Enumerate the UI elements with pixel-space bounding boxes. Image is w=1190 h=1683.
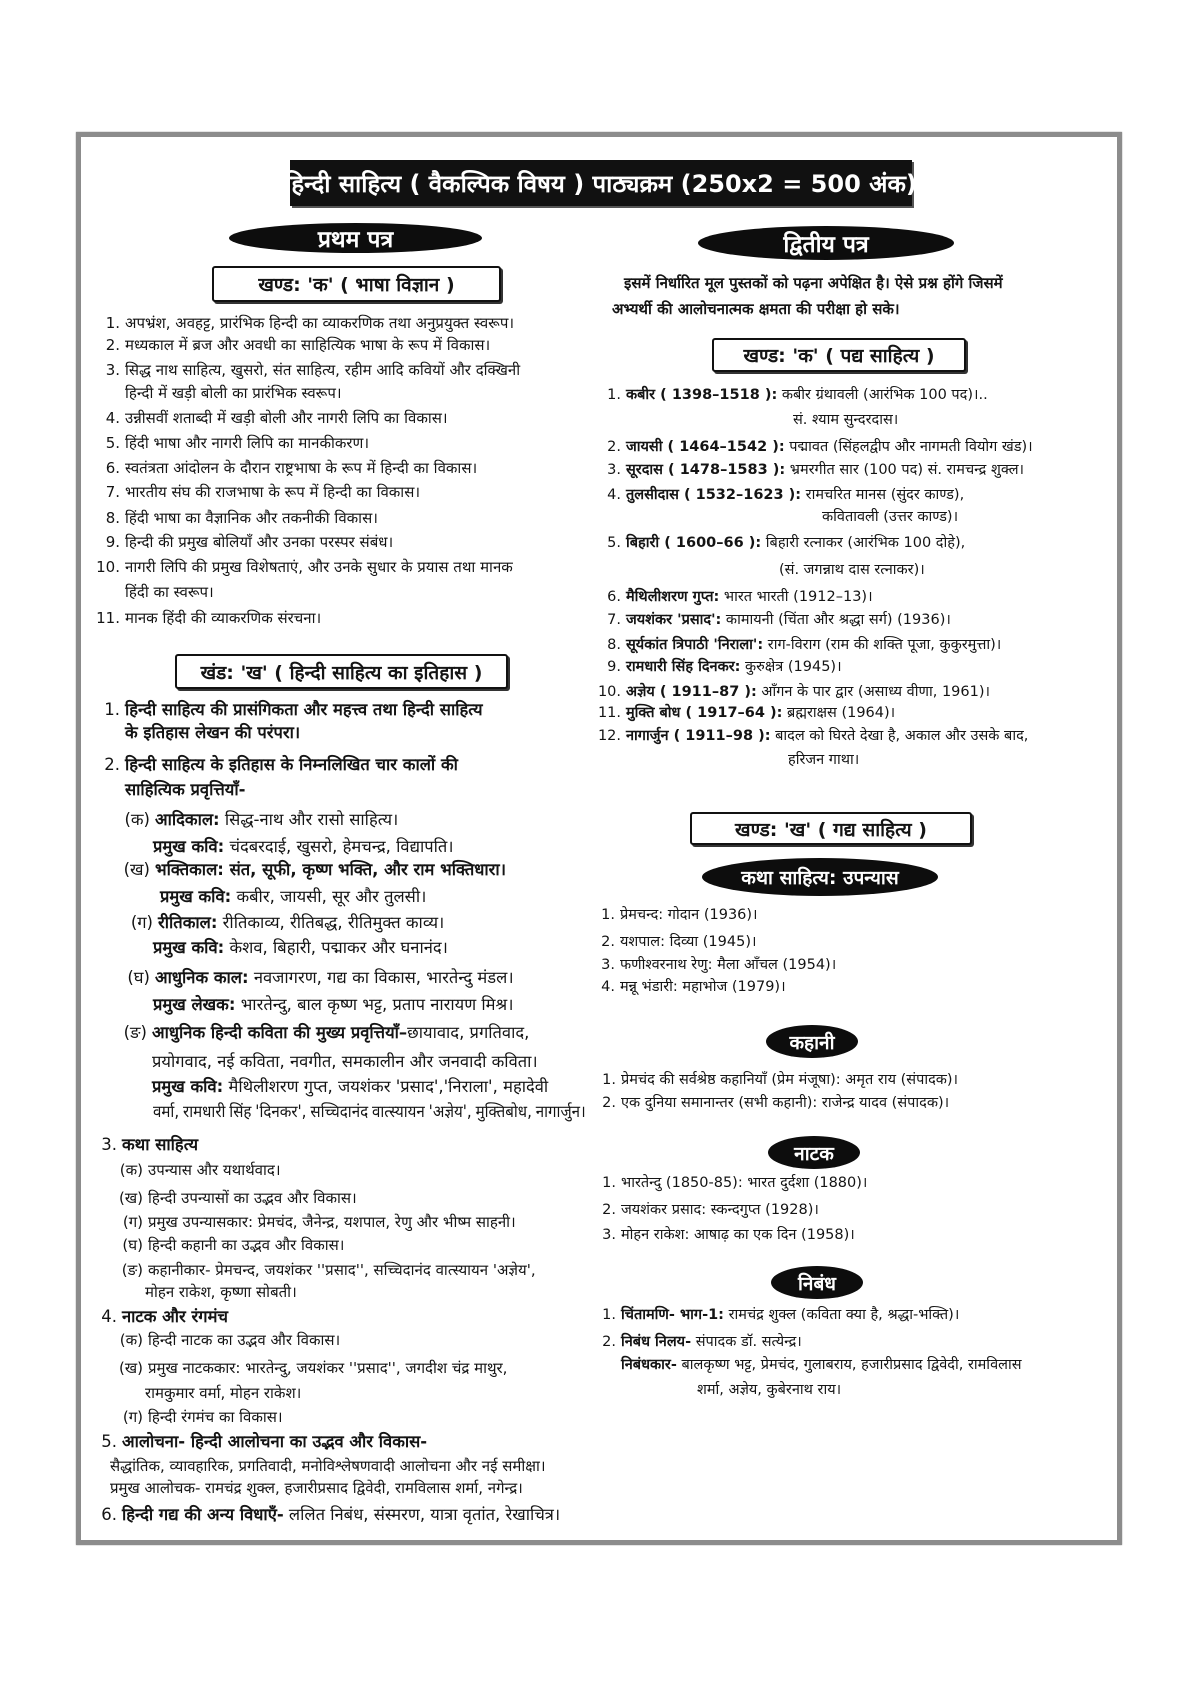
- list-item: [601, 906, 758, 924]
- item-bold-text: नागार्जुन ( 1911–98 ):: [626, 728, 771, 744]
- item-number: 1.: [602, 1307, 616, 1323]
- list-item: [105, 336, 491, 354]
- item-text: प्रयोगवाद, नई कविता, नवगीत, समकालीन और जनवादी कविता।: [152, 1052, 538, 1071]
- item-text: यशपाल: दिव्या (1945)।: [620, 934, 757, 950]
- list-item: [122, 1213, 516, 1231]
- item-number: 6.: [101, 1505, 117, 1524]
- item-text: सैद्धांतिक, व्यावहारिक, प्रगतिवादी, मनोविश्लेषणवादी आलोचना और नई समीक्षा।: [110, 1457, 546, 1475]
- item-text: हिन्दी नाटक का उद्भव और विकास।: [148, 1331, 341, 1349]
- section-b-heading: खंड: 'ख' ( हिन्दी साहित्य का इतिहास ): [175, 654, 508, 689]
- list-item: [597, 704, 896, 722]
- list-item: [601, 978, 786, 996]
- item-text: राग-विराग (राम की शक्ति पूजा, कुकुरमुत्ता)।: [763, 637, 1002, 653]
- item-label: (ख): [119, 1189, 143, 1207]
- item-text: भ्रमरगीत सार (100 पद) सं. रामचन्द्र शुक्ल।: [785, 462, 1025, 478]
- item-number: 2.: [602, 1095, 616, 1111]
- item-text: (सं. जगन्नाथ दास रत्नाकर)।: [779, 562, 925, 578]
- item-bold-text: प्रमुख कवि:: [153, 837, 225, 856]
- section-a-heading: खण्ड: 'क' ( भाषा विज्ञान ): [212, 266, 501, 302]
- item-bold-text: प्रमुख लेखक:: [153, 995, 236, 1014]
- item-number: 6.: [607, 589, 621, 605]
- item-bold-text: साहित्यिक प्रवृत्तियाँ-: [125, 780, 246, 799]
- list-item: [96, 609, 322, 627]
- list-item: [597, 683, 991, 701]
- item-text: हरिजन गाथा।: [788, 752, 860, 768]
- item-text: संपादक डॉ. सत्येन्द्र।: [691, 1334, 802, 1350]
- item-bold-text: सूर्यकांत त्रिपाठी 'निराला':: [626, 637, 764, 653]
- item-number: 8.: [105, 509, 120, 527]
- item-bold-text: प्रमुख कवि:: [152, 1077, 224, 1096]
- paper2-heading: द्वितीय पत्र: [698, 226, 954, 260]
- list-item: [104, 700, 483, 719]
- item-text: नवजागरण, गद्य का विकास, भारतेन्दु मंडल।: [248, 968, 514, 987]
- item-text: एक दुनिया समानान्तर (सभी कहानी): राजेन्द्र यादव (संपादक)।: [621, 1095, 950, 1111]
- item-number: 3.: [607, 462, 621, 478]
- list-item: [793, 411, 898, 429]
- list-item: [105, 459, 478, 477]
- item-bold-text: हिन्दी गद्य की अन्य विधाएँ-: [122, 1505, 284, 1524]
- list-item: [101, 1307, 228, 1326]
- item-text: मानक हिंदी की व्याकरणिक संरचना।: [125, 609, 322, 627]
- item-number: 3.: [602, 1227, 616, 1243]
- item-text: हिन्दी कहानी का उद्भव और विकास।: [148, 1236, 345, 1254]
- item-number: 7.: [105, 483, 120, 501]
- item-number: 12.: [597, 728, 621, 744]
- list-item: [127, 968, 514, 987]
- list-item: [105, 434, 370, 452]
- item-number: 1.: [105, 314, 120, 332]
- item-text: उन्नीसवीं शताब्दी में खड़ी बोली और नागरी लिपि का विकास।: [125, 409, 448, 427]
- item-number: 10.: [96, 558, 120, 576]
- page-title: हिन्दी साहित्य ( वैकल्पिक विषय ) पाठ्यक्रम (250x2 = 500 अंक): [290, 160, 912, 206]
- item-bold-text: प्रमुख कवि:: [160, 887, 232, 906]
- item-text: चंदबरदाई, खुसरो, हेमचन्द्र, विद्यापति।: [224, 837, 454, 856]
- item-number: 9.: [607, 659, 621, 675]
- list-item: [822, 508, 958, 526]
- list-item: [602, 1306, 960, 1324]
- item-number: 9.: [105, 533, 120, 551]
- list-item: [788, 751, 859, 769]
- list-item: [153, 1103, 586, 1121]
- list-item: [101, 1135, 199, 1154]
- list-item: [125, 384, 342, 402]
- item-number: 11.: [96, 609, 120, 627]
- item-bold-text: अज्ञेय ( 1911–87 ):: [626, 684, 757, 700]
- paper2-section-b-heading: खण्ड: 'ख' ( गद्य साहित्य ): [690, 812, 972, 845]
- list-item: [123, 1023, 530, 1042]
- list-item: [602, 1071, 959, 1089]
- item-number: 2.: [607, 439, 621, 455]
- list-item: [145, 1283, 297, 1301]
- item-number: 4.: [101, 1307, 117, 1326]
- item-text: ब्रह्मराक्षस (1964)।: [782, 705, 896, 721]
- list-item: [779, 561, 925, 579]
- item-text: कामायनी (चिंता और श्रद्धा सर्ग) (1936)।: [721, 612, 951, 628]
- item-text: हिंदी का स्वरूप।: [125, 583, 214, 601]
- item-text: बिहारी रत्नाकर (आरंभिक 100 दोहे),: [761, 535, 966, 551]
- item-bold-text: कबीर ( 1398–1518 ):: [626, 387, 778, 403]
- drama-heading: नाटक: [768, 1136, 860, 1169]
- list-item: [125, 724, 300, 742]
- list-item: [105, 409, 448, 427]
- item-number: 2.: [105, 336, 120, 354]
- item-label: (ग): [130, 913, 153, 932]
- item-bold-text: तुलसीदास ( 1532–1623 ):: [626, 487, 802, 503]
- item-number: 3.: [101, 1135, 117, 1154]
- item-text: भारतीय संघ की राजभाषा के रूप में हिन्दी का विकास।: [125, 483, 421, 501]
- list-item: [122, 1408, 283, 1426]
- item-text: मोहन राकेश: आषाढ़ का एक दिन (1958)।: [621, 1227, 855, 1243]
- item-bold-text: मुक्ति बोध ( 1917–64 ):: [626, 705, 783, 721]
- item-text: सिद्ध-नाथ और रासो साहित्य।: [219, 810, 399, 829]
- list-item: [125, 781, 245, 799]
- item-text: अपभ्रंश, अवहट्ट, प्रारंभिक हिन्दी का व्याकरणिक तथा अनुप्रयुक्त स्वरूप।: [125, 314, 515, 332]
- item-text: कुरुक्षेत्र (1945)।: [740, 659, 842, 675]
- list-item: [607, 588, 873, 606]
- item-label: (क): [119, 1331, 143, 1349]
- item-text: हिंदी भाषा का वैज्ञानिक और तकनीकी विकास।: [125, 509, 378, 527]
- list-item: [607, 461, 1025, 479]
- item-number: 5.: [105, 434, 120, 452]
- item-number: 10.: [597, 684, 621, 700]
- item-text: सिद्ध नाथ साहित्य, खुसरो, संत साहित्य, रहीम आदि कवियों और दक्खिनी: [125, 361, 521, 379]
- paper2-section-a-heading: खण्ड: 'क' ( पद्य साहित्य ): [712, 338, 966, 372]
- list-item: [123, 860, 506, 879]
- item-bold-text: निबंध निलय-: [621, 1334, 692, 1350]
- list-item: [601, 956, 837, 974]
- item-number: 7.: [607, 612, 621, 628]
- list-item: [153, 939, 448, 957]
- item-text: रामचंद्र शुक्ल (कविता क्या है, श्रद्धा-भक्ति)।: [723, 1307, 960, 1323]
- list-item: [130, 913, 445, 932]
- list-item: [607, 486, 965, 504]
- list-item: [160, 888, 426, 906]
- item-text: छायावाद, प्रगतिवाद,: [407, 1023, 530, 1042]
- list-item: [602, 1201, 819, 1219]
- item-number: 1.: [104, 700, 120, 719]
- item-number: 4.: [105, 409, 120, 427]
- item-bold-text: आधुनिक काल:: [155, 968, 249, 987]
- essay-heading: निबंध: [771, 1266, 863, 1299]
- item-label: (ख): [123, 860, 150, 879]
- list-item: [125, 583, 214, 601]
- item-number: 2.: [602, 1334, 616, 1350]
- paper2-intro-line: इसमें निर्धारित मूल पुस्तकों को पढ़ना अपेक्षित है। ऐसे प्रश्न होंगे जिसमें: [624, 274, 1003, 292]
- item-text: मैथिलीशरण गुप्त, जयशंकर 'प्रसाद','निराला', महादेवी: [223, 1077, 549, 1096]
- item-number: 4.: [607, 487, 621, 503]
- list-item: [607, 534, 966, 552]
- item-label: (ङ): [123, 1023, 147, 1042]
- list-item: [105, 509, 378, 527]
- list-item: [621, 1356, 1022, 1374]
- item-bold-text: के इतिहास लेखन की परंपरा।: [125, 723, 301, 742]
- item-text: बादल को घिरते देखा है, अकाल और उसके बाद,: [770, 728, 1029, 744]
- item-text: हिन्दी की प्रमुख बोलियाँ और उनका परस्पर संबंध।: [125, 533, 394, 551]
- list-item: [105, 314, 515, 332]
- list-item: [105, 361, 521, 379]
- list-item: [119, 1359, 508, 1377]
- item-text: हिन्दी रंगमंच का विकास।: [148, 1408, 283, 1426]
- item-text: वर्मा, रामधारी सिंह 'दिनकर', सच्चिदानंद वात्स्यायन 'अज्ञेय', मुक्तिबोध, नागार्जुन।: [153, 1102, 586, 1121]
- item-number: 2.: [104, 755, 120, 774]
- item-text: हिन्दी उपन्यासों का उद्भव और विकास।: [148, 1189, 357, 1207]
- item-text: प्रमुख नाटककार: भारतेन्दु, जयशंकर ''प्रसाद'', जगदीश चंद्र माथुर,: [148, 1359, 508, 1377]
- item-text: भारतेन्दु (1850-85): भारत दुर्दशा (1880)।: [621, 1175, 868, 1191]
- item-text: शर्मा, अज्ञेय, कुबेरनाथ राय।: [697, 1382, 842, 1398]
- item-label: (क): [124, 810, 150, 829]
- item-text: कबीर ग्रंथावली (आरंभिक 100 पद)।..: [777, 387, 988, 403]
- list-item: [602, 1333, 802, 1351]
- item-number: 5.: [607, 535, 621, 551]
- list-item: [602, 1174, 868, 1192]
- item-label: (ङ): [121, 1261, 143, 1279]
- item-number: 3.: [601, 957, 615, 973]
- item-text: उपन्यास और यथार्थवाद।: [148, 1161, 281, 1179]
- item-text: प्रेमचंद की सर्वश्रेष्ठ कहानियाँ (प्रेम मंजूषा): अमृत राय (संपादक)।: [621, 1072, 959, 1088]
- list-item: [105, 533, 394, 551]
- item-bold-text: आधुनिक हिन्दी कविता की मुख्य प्रवृत्तियाँ–: [152, 1023, 408, 1042]
- item-bold-text: रामधारी सिंह दिनकर:: [626, 659, 741, 675]
- list-item: [110, 1457, 546, 1475]
- item-label: (ग): [122, 1408, 143, 1426]
- list-item: [152, 1053, 538, 1071]
- item-text: ललित निबंध, संस्मरण, यात्रा वृतांत, रेखाचित्र।: [283, 1505, 561, 1524]
- item-bold-text: मैथिलीशरण गुप्त:: [626, 589, 720, 605]
- item-number: 8.: [607, 637, 621, 653]
- item-label: (घ): [127, 968, 150, 987]
- list-item: [153, 996, 513, 1014]
- item-bold-text: चिंतामणि- भाग-1:: [621, 1307, 724, 1323]
- list-item: [607, 438, 1033, 456]
- list-item: [122, 1236, 345, 1254]
- list-item: [104, 755, 458, 774]
- item-text: मोहन राकेश, कृष्णा सोबती।: [145, 1283, 297, 1301]
- item-text: फणीश्वरनाथ रेणु: मैला आँचल (1954)।: [620, 957, 837, 973]
- item-bold-text: हिन्दी साहित्य की प्रासंगिकता और महत्त्व तथा हिन्दी साहित्य: [125, 700, 483, 719]
- paper2-intro-line: अभ्यर्थी की आलोचनात्मक क्षमता की परीक्षा हो सके।: [612, 300, 900, 318]
- item-number: 11.: [597, 705, 621, 721]
- list-item: [153, 838, 454, 856]
- story-heading: कहानी: [766, 1025, 858, 1058]
- item-number: 5.: [101, 1432, 117, 1451]
- item-bold-text: सूरदास ( 1478–1583 ):: [626, 462, 786, 478]
- item-label: (क): [119, 1161, 143, 1179]
- item-text: मध्यकाल में ब्रज और अवधी का साहित्यिक भाषा के रूप में विकास।: [125, 336, 491, 354]
- item-text: बालकृष्ण भट्ट, प्रेमचंद, गुलाबराय, हजारीप्रसाद द्विवेदी, रामविलास: [676, 1357, 1022, 1373]
- list-item: [110, 1479, 523, 1497]
- item-number: 1.: [602, 1175, 616, 1191]
- item-text: रीतिकाव्य, रीतिबद्ध, रीतिमुक्त काव्य।: [217, 913, 445, 932]
- item-number: 4.: [601, 979, 615, 995]
- item-text: जयशंकर प्रसाद: स्कन्दगुप्त (1928)।: [621, 1202, 819, 1218]
- list-item: [96, 558, 513, 576]
- list-item: [119, 1331, 341, 1349]
- list-item: [152, 1078, 548, 1096]
- item-text: प्रमुख उपन्यासकार: प्रेमचंद, जैनेन्द्र, यशपाल, रेणु और भीष्म साहनी।: [148, 1213, 516, 1231]
- list-item: [597, 727, 1029, 745]
- list-item: [602, 1226, 855, 1244]
- item-text: रामकुमार वर्मा, मोहन राकेश।: [145, 1384, 302, 1402]
- list-item: [607, 658, 842, 676]
- item-text: हिन्दी में खड़ी बोली का प्रारंभिक स्वरूप।: [125, 384, 342, 402]
- item-label: (ग): [122, 1213, 143, 1231]
- item-text: भारतेन्दु, बाल कृष्ण भट्ट, प्रताप नारायण मिश्र।: [235, 995, 514, 1014]
- list-item: [607, 386, 988, 404]
- item-number: 1.: [601, 907, 615, 923]
- item-label: (ख): [119, 1359, 143, 1377]
- item-bold-text: आलोचना- हिन्दी आलोचना का उद्भव और विकास-: [122, 1432, 428, 1451]
- list-item: [119, 1189, 357, 1207]
- item-text: स्वतंत्रता आंदोलन के दौरान राष्ट्रभाषा के रूप में हिन्दी का विकास।: [125, 459, 478, 477]
- paper1-heading: प्रथम पत्र: [229, 223, 482, 253]
- item-text: प्रेमचन्द: गोदान (1936)।: [620, 907, 758, 923]
- list-item: [105, 483, 421, 501]
- item-label: (घ): [122, 1236, 143, 1254]
- list-item: [124, 810, 399, 829]
- item-text: नागरी लिपि की प्रमुख विशेषताएं, और उनके सुधार के प्रयास तथा मानक: [125, 558, 513, 576]
- item-bold-text: जयशंकर 'प्रसाद':: [626, 612, 722, 628]
- list-item: [121, 1261, 536, 1279]
- item-bold-text: भक्तिकाल: संत, सूफी, कृष्ण भक्ति, और राम भक्तिधारा।: [155, 860, 506, 879]
- item-text: केशव, बिहारी, पद्माकर और घनानंद।: [224, 938, 448, 957]
- list-item: [602, 1094, 950, 1112]
- item-number: 3.: [105, 361, 120, 379]
- list-item: [101, 1505, 561, 1524]
- item-bold-text: प्रमुख कवि:: [153, 938, 225, 957]
- item-bold-text: आदिकाल:: [155, 810, 220, 829]
- item-text: कवितावली (उत्तर काण्ड)।: [822, 509, 959, 525]
- item-text: प्रमुख आलोचक- रामचंद्र शुक्ल, हजारीप्रसाद द्विवेदी, रामविलास शर्मा, नगेन्द्र।: [110, 1479, 523, 1497]
- list-item: [697, 1381, 841, 1399]
- item-bold-text: हिन्दी साहित्य के इतिहास के निम्नलिखित चार कालों की: [125, 755, 458, 774]
- list-item: [119, 1161, 281, 1179]
- list-item: [607, 611, 951, 629]
- item-number: 1.: [607, 387, 621, 403]
- item-bold-text: कथा साहित्य: [122, 1135, 199, 1154]
- item-text: रामचरित मानस (सुंदर काण्ड),: [801, 487, 965, 503]
- list-item: [601, 933, 757, 951]
- item-bold-text: जायसी ( 1464–1542 ):: [626, 439, 785, 455]
- list-item: [101, 1432, 428, 1451]
- novel-heading: कथा साहित्य: उपन्यास: [702, 858, 938, 896]
- item-text: आँगन के पार द्वार (असाध्य वीणा, 1961)।: [756, 684, 991, 700]
- item-text: भारत भारती (1912–13)।: [719, 589, 873, 605]
- item-text: सं. श्याम सुन्दरदास।: [793, 412, 899, 428]
- item-bold-text: बिहारी ( 1600–66 ):: [626, 535, 762, 551]
- item-number: 2.: [602, 1202, 616, 1218]
- item-number: 6.: [105, 459, 120, 477]
- item-bold-text: निबंधकार-: [621, 1357, 677, 1373]
- item-text: हिंदी भाषा और नागरी लिपि का मानकीकरण।: [125, 434, 370, 452]
- item-bold-text: नाटक और रंगमंच: [122, 1307, 228, 1326]
- item-text: कहानीकार- प्रेमचन्द, जयशंकर ''प्रसाद'', सच्चिदानंद वात्स्यायन 'अज्ञेय',: [148, 1261, 536, 1279]
- list-item: [145, 1384, 301, 1402]
- item-text: पद्मावत (सिंहलद्वीप और नागमती वियोग खंड)।: [784, 439, 1033, 455]
- item-text: मन्नू भंडारी: महाभोज (1979)।: [620, 979, 786, 995]
- item-bold-text: रीतिकाल:: [158, 913, 218, 932]
- list-item: [607, 636, 1002, 654]
- item-number: 2.: [601, 934, 615, 950]
- item-number: 1.: [602, 1072, 616, 1088]
- item-text: कबीर, जायसी, सूर और तुलसी।: [231, 887, 427, 906]
